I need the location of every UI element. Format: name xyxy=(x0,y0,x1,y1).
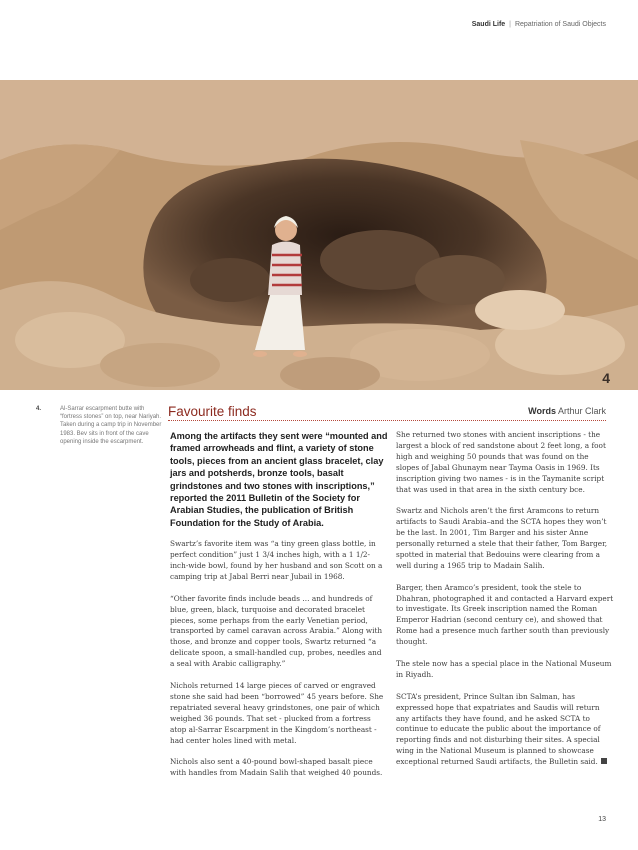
byline xyxy=(528,406,606,416)
article-column-2 xyxy=(396,430,614,779)
end-mark-icon xyxy=(601,758,607,764)
running-header xyxy=(472,21,606,28)
cave-photo xyxy=(0,80,638,390)
final-paragraph-text: SCTA’s president, Prince Sultan ibn Salman, has expressed hope that expatriates and Saudis will return any artifacts they have found, and he asked SCTA to continue to educate the public about the importance of reporting finds and not disturbing their sites. A special wing in the National Museum is planned to showcase exceptional returned Saudi artifacts, the Bulletin said. xyxy=(396,691,601,767)
photo-caption xyxy=(36,405,166,446)
lead-paragraph: Among the artifacts they sent were “mounted and framed arrowheads and flint, a variety of stone tools, pieces from an ancient glass bracelet, clay jars and potsherds, bronze tools, basalt grindstones and two stones with inscriptions,” reported the 2011 Bulletin of the Society for Arabian Studies, the publication of British Foundation for the Study of Arabia. xyxy=(170,431,388,528)
body-paragraph: Swartz and Nichols aren’t the first Aramcons to return artifacts to Saudi Arabia–and the SCTA hopes they won’t be the last. In 2001, Tim Barger and his sister Anne personally returned a stele that their father, Tom Barger, spotted in material that Bedouins were clearing from a well during a 1965 trip to Madain Salih. xyxy=(396,506,608,570)
body-paragraph: “Other favorite finds include beads … and hundreds of blue, green, black, turquoise and decorated bracelet pieces, some perhaps from the early Venetian period, transported by camel caravan across Arabia.” Along with those, and bronze and copper tools, Swartz returned “a delicate spoon, a small-handled cup, probes, needles and a seal with Arabic calligraphy.” xyxy=(170,593,383,669)
photo-number: 4 xyxy=(602,370,610,386)
header-section: Saudi Life xyxy=(471,21,506,28)
body-paragraph: Nichols returned 14 large pieces of carved or engraved stone she said had been “borrowed” 45 years before. She repatriated several heavy grindstones, one pair of which weighed 36 pounds. That set - plucked from a fortress atop al-Sarrar Escarpment in the Kingdom’s northeast - had center holes lined with metal. xyxy=(170,681,384,745)
body-paragraph: Swartz’s favorite item was “a tiny green glass bottle, in perfect condition” just 1 3/4 inches high, with a 1 1/2-inch-wide bowl, found by her husband and son Scott on a camping trip at Jabal Berri near Jubail in 1968. xyxy=(170,539,383,581)
body-paragraph: Nichols also sent a 40-pound bowl-shaped basalt piece with handles from Madain Salih that weighed 40 pounds. xyxy=(170,757,383,778)
article-column-1 xyxy=(170,430,388,790)
cave-photo-illustration xyxy=(0,80,638,390)
header-topic: Repatriation of Saudi Objects xyxy=(514,21,606,28)
byline-prefix: Words xyxy=(528,406,556,416)
article-title: Favourite finds xyxy=(168,404,257,419)
body-paragraph: She returned two stones with ancient inscriptions - the largest a block of red sandstone about 2 feet long, a foot high and weighing 50 pounds that was found on the slopes of Jabal Ghunaym near Tayma Oasis in 1969. Its inscription giving two names - is in the Taymanite script that was used in that area in the sixth century bce. xyxy=(396,430,606,494)
byline-author: Arthur Clark xyxy=(557,406,606,416)
header-separator: | xyxy=(509,21,511,28)
caption-text: Al-Sarrar escarpment butte with “fortress stones” on top, near Nariyah. Taken during a camp trip in November 1983. Bev sits in front of the cave opening inside the escarpment. xyxy=(60,406,162,445)
dotted-rule xyxy=(168,420,606,421)
body-paragraph: Barger, then Aramco’s president, took the stele to Dhahran, photographed it and contacted a Harvard expert to investigate. Its Greek inscription named the Roman Emperor Hadrian (second century ce), and showed that Rome had a presence much farther south than previously thought. xyxy=(396,582,614,647)
body-paragraph-final xyxy=(396,692,614,768)
page-number: 13 xyxy=(598,816,606,823)
body-paragraph: The stele now has a special place in the National Museum in Riyadh. xyxy=(396,658,612,679)
caption-number: 4. xyxy=(36,406,42,412)
